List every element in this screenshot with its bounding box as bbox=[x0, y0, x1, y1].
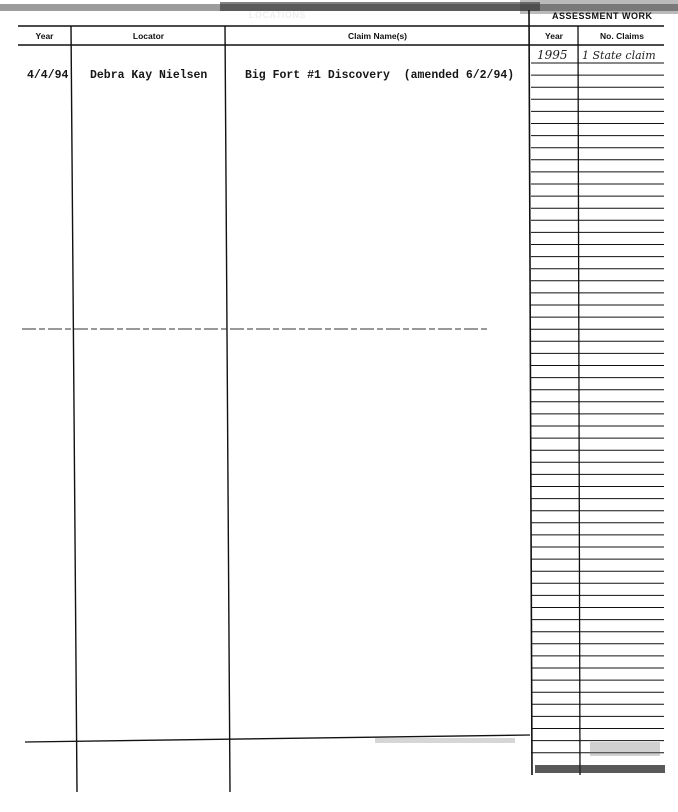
locations-title: LOCATIONS bbox=[249, 10, 306, 20]
assessment-work-title: ASSESSMENT WORK bbox=[552, 11, 653, 21]
col-header-claim-names: Claim Name(s) bbox=[347, 31, 408, 41]
col-header-assessment-year: Year bbox=[545, 31, 563, 41]
claim-name: Big Fort #1 Discovery (amended 6/2/94) bbox=[245, 69, 515, 82]
location-year: 4/4/94 bbox=[27, 69, 69, 82]
col-header-locator: Locator bbox=[132, 31, 165, 41]
assessment-no-claims: 1 State claim bbox=[582, 49, 656, 62]
col-header-no-claims: No. Claims bbox=[600, 31, 644, 41]
assessment-year: 1995 bbox=[537, 48, 568, 62]
col-header-year: Year bbox=[35, 31, 54, 41]
locator-name: Debra Kay Nielsen bbox=[90, 69, 208, 82]
